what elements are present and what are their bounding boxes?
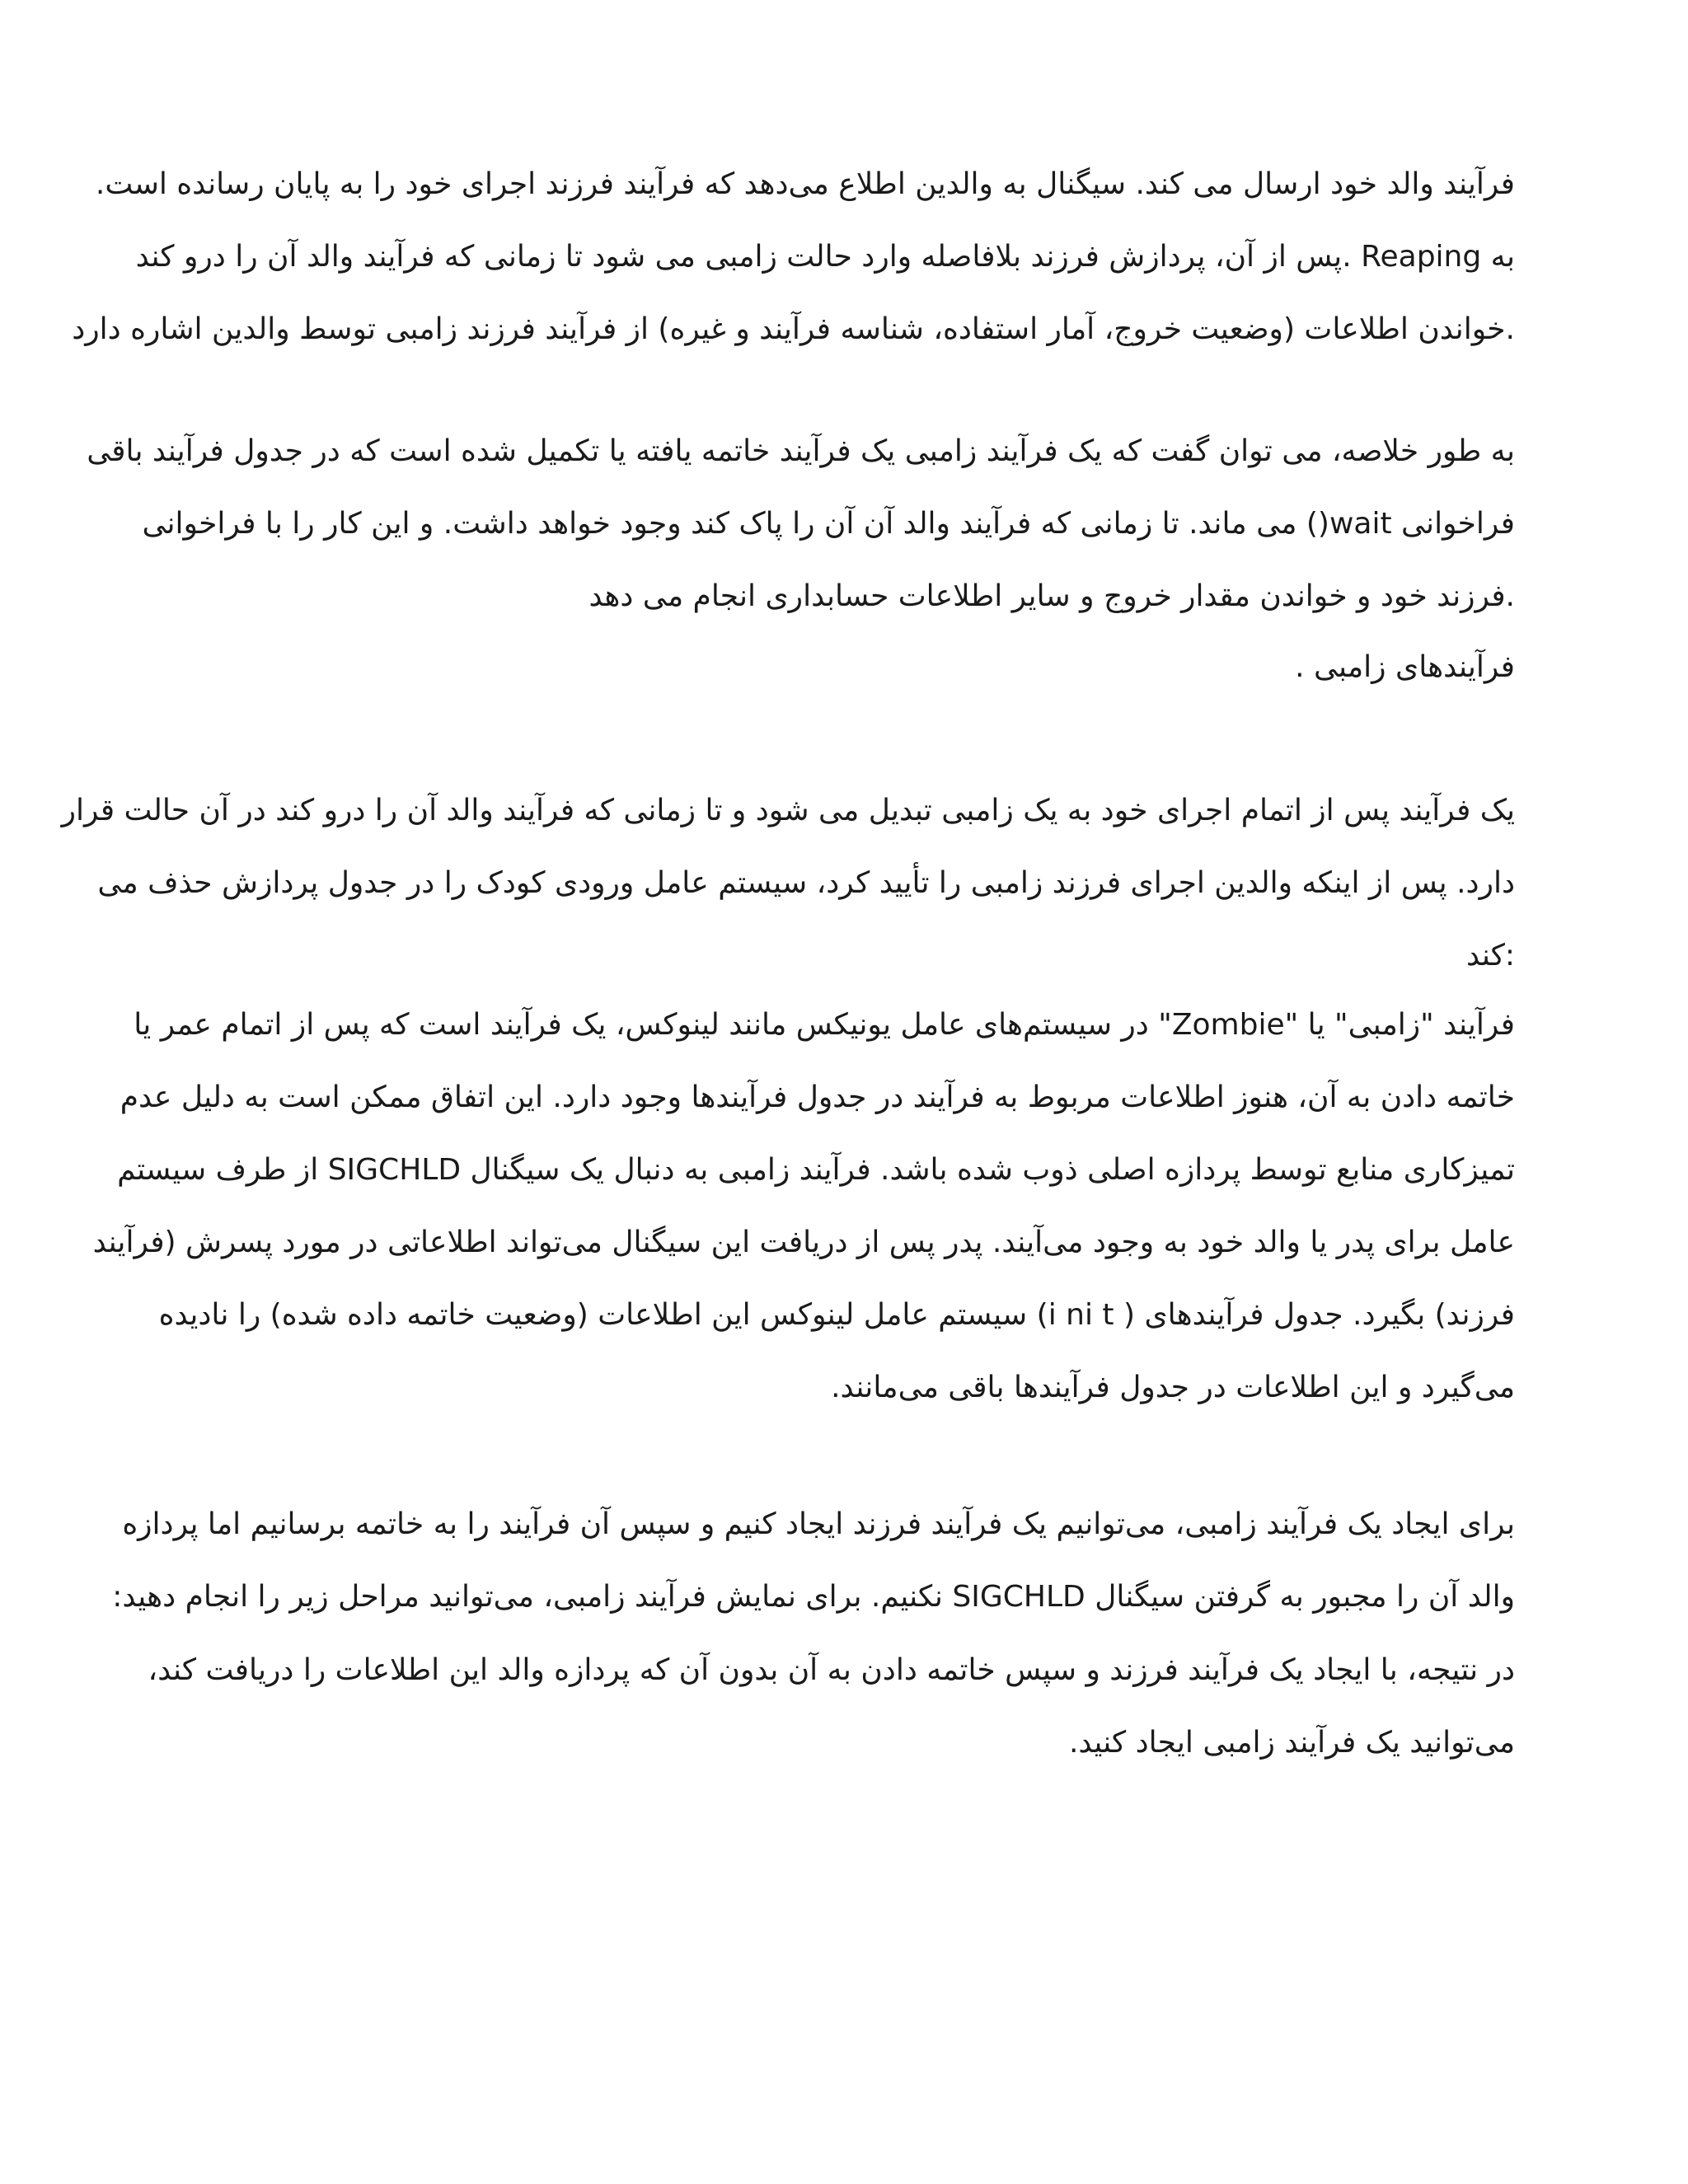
text-line: فراخوانی wait() می ماند. تا زمانی که فرآیند والد آن آن را پاک کند وجود خواهد داشت. و این کار را با فراخوانی xyxy=(142,507,1515,541)
text-line: عامل برای پدر یا والد خود به وجود می‌آیند. پدر پس از دریافت این سیگنال می‌تواند اطلاعاتی در مورد پسرش (فرآیند xyxy=(92,1226,1515,1259)
text-line: برای ایجاد یک فرآیند زامبی، می‌توانیم یک فرآیند فرزند ایجاد کنیم و سپس آن فرآیند را به خاتمه برسانیم اما پردازه xyxy=(122,1507,1515,1541)
text-line: به طور خلاصه، می توان گفت که یک فرآیند زامبی یک فرآیند خاتمه یافته یا تکمیل شده است که در جدول فرآیند باقی xyxy=(87,434,1515,468)
paragraph-zombie-state xyxy=(61,775,1515,992)
paragraph-zombie-definition xyxy=(92,989,1515,1424)
text-line: یک فرآیند پس از اتمام اجرای خود به یک زامبی تبدیل می شود و تا زمانی که فرآیند والد آن را درو کند در آن حالت قرار xyxy=(61,794,1515,827)
text-line: فرزند) بگیرد. جدول فرآیندهای ( i ni t) سیستم عامل لینوکس این اطلاعات (وضعیت خاتمه داده شده) را نادیده xyxy=(158,1298,1515,1332)
text-line: فرآیند والد خود ارسال می کند. سیگنال به والدین اطلاع می‌دهد که فرآیند فرزند اجرای خود را به پایان رسانده است. xyxy=(95,167,1515,201)
text-line: دارد. پس از اینکه والدین اجرای فرزند زامبی را تأیید کرد، سیستم عامل ورودی کودک را در جدول پردازش حذف می xyxy=(97,866,1515,900)
text-line: خاتمه دادن به آن، هنوز اطلاعات مربوط به فرآیند در جدول فرآیندها وجود دارد. این اتفاق ممکن است به دلیل عدم xyxy=(120,1080,1515,1114)
text-line: :کند xyxy=(1465,939,1515,972)
text-line: والد آن را مجبور به گرفتن سیگنال SIGCHLD نکنیم. برای نمایش فرآیند زامبی، می‌توانید مراحل زیر را انجام دهید: xyxy=(112,1580,1515,1614)
text-line: .فرزند خود و خواندن مقدار خروج و سایر اطلاعات حسابداری انجام می دهد xyxy=(588,579,1515,613)
paragraph-parent-signal xyxy=(72,148,1515,366)
text-line: در نتیجه، با ایجاد یک فرآیند فرزند و سپس خاتمه دادن به آن بدون آن که پردازه والد این اطلاعات را دریافت کند، xyxy=(148,1653,1515,1687)
paragraph-summary xyxy=(87,415,1515,633)
paragraph-conclusion xyxy=(148,1634,1515,1779)
text-line: فرآیند "زامبی" یا "Zombie" در سیستم‌های عامل یونیکس مانند لینوکس، یک فرآیند است که پس از اتمام عمر یا xyxy=(134,1008,1515,1042)
section-heading-zombie-processes xyxy=(155,631,1515,704)
text-line: تمیزکاری منابع توسط پردازه اصلی ذوب شده باشد. فرآیند زامبی به دنبال یک سیگنال SIGCHLD از طرف سیستم xyxy=(117,1153,1515,1187)
section-heading: فرآیندهای زامبی . xyxy=(1295,650,1515,684)
text-line: به Reaping .پس از آن، پردازش فرزند بلافاصله وارد حالت زامبی می شود تا زمانی که فرآیند والد آن را درو کند xyxy=(135,240,1515,274)
text-line: .خواندن اطلاعات (وضعیت خروج، آمار استفاده، شناسه فرآیند و غیره) از فرآیند فرزند زامبی توسط والدین اشاره دارد xyxy=(72,312,1515,346)
text-line: می‌توانید یک فرآیند زامبی ایجاد کنید. xyxy=(1068,1726,1515,1760)
text-line: می‌گیرد و این اطلاعات در جدول فرآیندها باقی می‌مانند. xyxy=(831,1371,1515,1404)
paragraph-create-zombie xyxy=(112,1488,1515,1633)
